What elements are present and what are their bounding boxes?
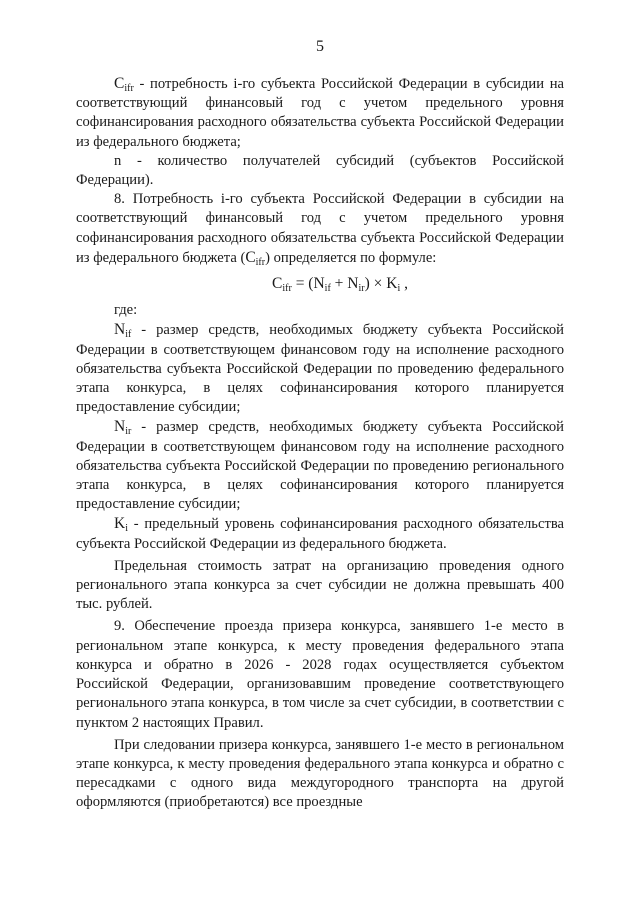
formula-lhs: C xyxy=(272,275,283,293)
formula-times: ) × K xyxy=(364,275,398,293)
formula-eq: = (N xyxy=(291,275,325,293)
formula-plus: + N xyxy=(330,275,359,293)
formula-n1-sub: if xyxy=(324,283,331,295)
c-subscript: ifr xyxy=(124,83,134,94)
document-body xyxy=(76,74,564,813)
formula-n2-sub: ir xyxy=(358,283,365,295)
k-i-symbol: K xyxy=(114,515,126,533)
n-definition: n - количество получателей субсидий (субъектов Российской Федерации). xyxy=(76,152,564,189)
clause-8-text: 8. Потребность i-го субъекта Российской Федерации в субсидии на соответствующий финансовый год с учетом предельного уровня софинансирования расходного обязательства субъекта Российской Федерации из федерального бюджета ( xyxy=(76,191,564,266)
n-ir-subscript: ir xyxy=(125,426,132,438)
page-number: 5 xyxy=(316,38,324,55)
n-if-text: - размер средств, необходимых бюджету субъекта Российской Федерации в соответствующем финансовом году на исполнение расходного обязательства субъекта Российской Федерации по проведению федерального этапа конкурса, в целях софинансирования которого планируется предоставление субсидии; xyxy=(76,322,564,416)
clause-8-subscript: ifr xyxy=(255,256,266,268)
formula xyxy=(76,274,564,293)
k-i-definition xyxy=(76,514,564,553)
travel-paragraph: При следовании призера конкурса, занявшего 1-е место в региональном этапе конкурса, к месту проведения федерального этапа конкурса и обратно с пересадками с одного вида междугородного транспорта на другой оформляются (приобретаются) все проездные xyxy=(76,736,564,811)
cost-limit-paragraph: Предельная стоимость затрат на организацию проведения одного регионального этапа конкурса за счет субсидии не должна превышать 400 тыс. рублей. xyxy=(76,557,564,613)
k-i-subscript: i xyxy=(125,523,128,535)
clause-8 xyxy=(76,190,564,268)
n-if-subscript: if xyxy=(125,329,132,341)
n-ir-definition xyxy=(76,417,564,514)
formula-end: , xyxy=(400,275,408,293)
c-ifr-definition xyxy=(76,74,564,152)
n-ir-text: - размер средств, необходимых бюджету субъекта Российской Федерации в соответствующем финансовом году на исполнение расходного обязательства субъекта Российской Федерации по проведению регионального этапа конкурса, в целях софинансирования которого планируется предоставление субсидии; xyxy=(76,419,564,513)
n-ir-symbol: N xyxy=(114,418,126,436)
n-if-definition xyxy=(76,320,564,417)
clause-9: 9. Обеспечение проезда призера конкурса, занявшего 1-е место в региональном этапе конкурса, к месту проведения федерального этапа конкурса и обратно в 2026 - 2028 годах осуществляется субъектом Российской Федерации, организовавшим проведение соответствующего регионального этапа конкурса, в том числе за счет субсидии, в соответствии с пунктом 2 настоящих Правил. xyxy=(76,618,564,731)
clause-8-tail: ) определяется по формуле: xyxy=(265,249,437,266)
formula-k-sub: i xyxy=(397,283,401,295)
c-definition-text: - потребность i-го субъекта Российской Федерации в субсидии на соответствующий финансовый год с учетом предельного уровня софинансирования расходного обязательства субъекта Российской Федерации из федерального бюджета; xyxy=(76,76,564,150)
formula-lhs-sub: ifr xyxy=(282,283,292,295)
c-symbol: C xyxy=(114,75,125,92)
k-i-text: - предельный уровень софинансирования расходного обязательства субъекта Российской Федерации из федерального бюджета. xyxy=(76,516,564,552)
clause-8-symbol: C xyxy=(245,248,256,266)
n-if-symbol: N xyxy=(114,321,126,339)
where-label: где: xyxy=(114,302,138,319)
